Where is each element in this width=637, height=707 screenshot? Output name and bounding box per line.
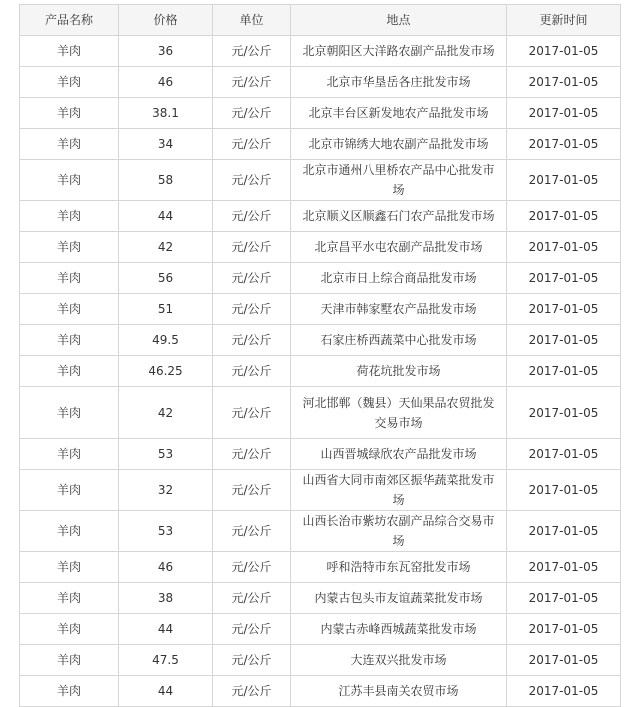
cell-price: 36 bbox=[119, 36, 213, 67]
cell-unit: 元/公斤 bbox=[213, 263, 291, 294]
cell-date: 2017-01-05 bbox=[507, 387, 621, 439]
cell-unit: 元/公斤 bbox=[213, 511, 291, 552]
cell-date: 2017-01-05 bbox=[507, 129, 621, 160]
cell-product: 羊肉 bbox=[20, 387, 119, 439]
cell-product: 羊肉 bbox=[20, 294, 119, 325]
cell-product: 羊肉 bbox=[20, 232, 119, 263]
price-table bbox=[19, 4, 621, 707]
cell-price: 46 bbox=[119, 552, 213, 583]
table-row bbox=[20, 325, 621, 356]
table-row bbox=[20, 232, 621, 263]
cell-date: 2017-01-05 bbox=[507, 439, 621, 470]
cell-product: 羊肉 bbox=[20, 614, 119, 645]
cell-product: 羊肉 bbox=[20, 439, 119, 470]
cell-date: 2017-01-05 bbox=[507, 36, 621, 67]
cell-unit: 元/公斤 bbox=[213, 67, 291, 98]
cell-location: 山西省大同市南郊区振华蔬菜批发市场 bbox=[291, 470, 507, 511]
cell-location: 内蒙古赤峰西城蔬菜批发市场 bbox=[291, 614, 507, 645]
cell-location: 大连双兴批发市场 bbox=[291, 645, 507, 676]
cell-price: 42 bbox=[119, 232, 213, 263]
cell-location: 河北邯郸（魏县）天仙果品农贸批发交易市场 bbox=[291, 387, 507, 439]
cell-location: 北京市华垦岳各庄批发市场 bbox=[291, 67, 507, 98]
cell-unit: 元/公斤 bbox=[213, 294, 291, 325]
cell-location: 北京昌平水屯农副产品批发市场 bbox=[291, 232, 507, 263]
cell-location: 山西长治市紫坊农副产品综合交易市场 bbox=[291, 511, 507, 552]
cell-date: 2017-01-05 bbox=[507, 614, 621, 645]
table-header bbox=[20, 5, 621, 36]
cell-product: 羊肉 bbox=[20, 129, 119, 160]
cell-product: 羊肉 bbox=[20, 583, 119, 614]
cell-location: 北京市通州八里桥农产品中心批发市场 bbox=[291, 160, 507, 201]
cell-date: 2017-01-05 bbox=[507, 583, 621, 614]
cell-product: 羊肉 bbox=[20, 552, 119, 583]
cell-location: 北京市锦绣大地农副产品批发市场 bbox=[291, 129, 507, 160]
cell-price: 34 bbox=[119, 129, 213, 160]
cell-price: 49.5 bbox=[119, 325, 213, 356]
cell-price: 46 bbox=[119, 67, 213, 98]
cell-date: 2017-01-05 bbox=[507, 511, 621, 552]
cell-unit: 元/公斤 bbox=[213, 129, 291, 160]
table-row bbox=[20, 160, 621, 201]
table-row bbox=[20, 98, 621, 129]
cell-unit: 元/公斤 bbox=[213, 552, 291, 583]
cell-date: 2017-01-05 bbox=[507, 470, 621, 511]
cell-date: 2017-01-05 bbox=[507, 67, 621, 98]
table-row bbox=[20, 36, 621, 67]
cell-unit: 元/公斤 bbox=[213, 36, 291, 67]
header-row bbox=[20, 5, 621, 36]
table-row bbox=[20, 511, 621, 552]
header-price: 价格 bbox=[119, 5, 213, 36]
cell-price: 58 bbox=[119, 160, 213, 201]
cell-unit: 元/公斤 bbox=[213, 676, 291, 707]
cell-product: 羊肉 bbox=[20, 511, 119, 552]
table-row bbox=[20, 645, 621, 676]
cell-date: 2017-01-05 bbox=[507, 160, 621, 201]
cell-date: 2017-01-05 bbox=[507, 676, 621, 707]
cell-location: 荷花坑批发市场 bbox=[291, 356, 507, 387]
cell-date: 2017-01-05 bbox=[507, 294, 621, 325]
cell-price: 53 bbox=[119, 439, 213, 470]
cell-product: 羊肉 bbox=[20, 36, 119, 67]
cell-product: 羊肉 bbox=[20, 356, 119, 387]
cell-date: 2017-01-05 bbox=[507, 201, 621, 232]
table-row bbox=[20, 201, 621, 232]
cell-product: 羊肉 bbox=[20, 201, 119, 232]
cell-unit: 元/公斤 bbox=[213, 160, 291, 201]
cell-location: 天津市韩家墅农产品批发市场 bbox=[291, 294, 507, 325]
cell-price: 38.1 bbox=[119, 98, 213, 129]
cell-date: 2017-01-05 bbox=[507, 98, 621, 129]
cell-unit: 元/公斤 bbox=[213, 356, 291, 387]
cell-unit: 元/公斤 bbox=[213, 325, 291, 356]
cell-location: 北京朝阳区大洋路农副产品批发市场 bbox=[291, 36, 507, 67]
cell-unit: 元/公斤 bbox=[213, 201, 291, 232]
cell-date: 2017-01-05 bbox=[507, 232, 621, 263]
cell-price: 53 bbox=[119, 511, 213, 552]
cell-unit: 元/公斤 bbox=[213, 232, 291, 263]
cell-location: 江苏丰县南关农贸市场 bbox=[291, 676, 507, 707]
cell-price: 44 bbox=[119, 614, 213, 645]
table-row bbox=[20, 67, 621, 98]
header-unit: 单位 bbox=[213, 5, 291, 36]
cell-price: 44 bbox=[119, 201, 213, 232]
cell-date: 2017-01-05 bbox=[507, 263, 621, 294]
cell-location: 山西晋城绿欣农产品批发市场 bbox=[291, 439, 507, 470]
table-row bbox=[20, 356, 621, 387]
cell-product: 羊肉 bbox=[20, 470, 119, 511]
cell-price: 47.5 bbox=[119, 645, 213, 676]
table-row bbox=[20, 263, 621, 294]
header-product: 产品名称 bbox=[20, 5, 119, 36]
cell-product: 羊肉 bbox=[20, 67, 119, 98]
cell-price: 46.25 bbox=[119, 356, 213, 387]
cell-location: 内蒙古包头市友谊蔬菜批发市场 bbox=[291, 583, 507, 614]
cell-price: 51 bbox=[119, 294, 213, 325]
cell-product: 羊肉 bbox=[20, 676, 119, 707]
cell-price: 32 bbox=[119, 470, 213, 511]
cell-price: 38 bbox=[119, 583, 213, 614]
table-row bbox=[20, 552, 621, 583]
header-date: 更新时间 bbox=[507, 5, 621, 36]
cell-product: 羊肉 bbox=[20, 263, 119, 294]
table-row bbox=[20, 387, 621, 439]
table-row bbox=[20, 676, 621, 707]
cell-location: 北京市日上综合商品批发市场 bbox=[291, 263, 507, 294]
cell-date: 2017-01-05 bbox=[507, 356, 621, 387]
cell-date: 2017-01-05 bbox=[507, 552, 621, 583]
cell-unit: 元/公斤 bbox=[213, 439, 291, 470]
table-body bbox=[20, 36, 621, 707]
cell-price: 56 bbox=[119, 263, 213, 294]
cell-unit: 元/公斤 bbox=[213, 614, 291, 645]
cell-location: 北京丰台区新发地农产品批发市场 bbox=[291, 98, 507, 129]
table-row bbox=[20, 439, 621, 470]
cell-date: 2017-01-05 bbox=[507, 325, 621, 356]
cell-product: 羊肉 bbox=[20, 645, 119, 676]
cell-unit: 元/公斤 bbox=[213, 387, 291, 439]
table-row bbox=[20, 614, 621, 645]
cell-unit: 元/公斤 bbox=[213, 645, 291, 676]
cell-price: 42 bbox=[119, 387, 213, 439]
table-row bbox=[20, 583, 621, 614]
header-location: 地点 bbox=[291, 5, 507, 36]
cell-unit: 元/公斤 bbox=[213, 98, 291, 129]
cell-product: 羊肉 bbox=[20, 325, 119, 356]
cell-unit: 元/公斤 bbox=[213, 583, 291, 614]
cell-location: 北京顺义区顺鑫石门农产品批发市场 bbox=[291, 201, 507, 232]
cell-date: 2017-01-05 bbox=[507, 645, 621, 676]
cell-location: 呼和浩特市东瓦窑批发市场 bbox=[291, 552, 507, 583]
table-row bbox=[20, 294, 621, 325]
table-row bbox=[20, 470, 621, 511]
cell-product: 羊肉 bbox=[20, 160, 119, 201]
table-row bbox=[20, 129, 621, 160]
cell-unit: 元/公斤 bbox=[213, 470, 291, 511]
cell-price: 44 bbox=[119, 676, 213, 707]
cell-location: 石家庄桥西蔬菜中心批发市场 bbox=[291, 325, 507, 356]
cell-product: 羊肉 bbox=[20, 98, 119, 129]
